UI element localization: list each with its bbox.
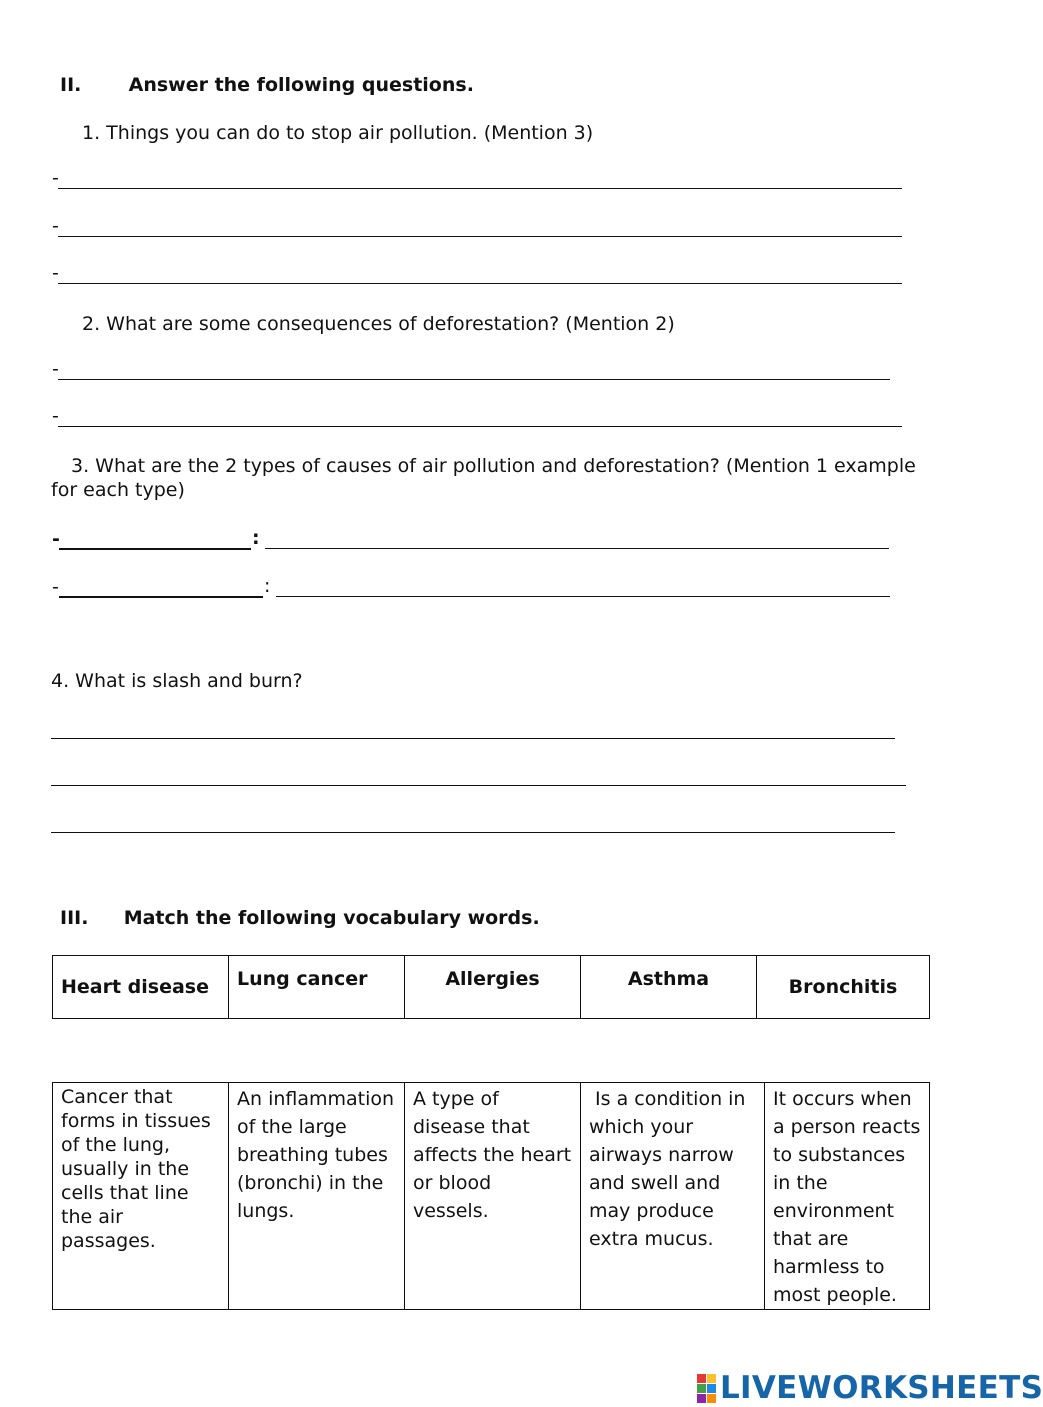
question-1: 1. Things you can do to stop air pollution. (Mention 3) [82, 122, 594, 144]
answer-dash: - [52, 528, 60, 550]
terms-table [52, 955, 930, 1019]
definition-cell[interactable]: Is a condition in which your airways narrow and swell and may produce extra mucus. [581, 1083, 765, 1310]
answer-line-4b[interactable] [51, 785, 906, 786]
logo-block [697, 1374, 706, 1383]
logo-block [697, 1394, 706, 1403]
section-3-number: III. [60, 907, 89, 929]
answer-dash: - [52, 358, 59, 380]
brand-name: LIVEWORKSHEETS [720, 1370, 1043, 1406]
term-cell[interactable]: Heart disease [53, 956, 229, 1019]
question-4: 4. What is slash and burn? [51, 670, 303, 692]
logo-block [707, 1374, 716, 1383]
definition-cell[interactable]: It occurs when a person reacts to substances in the environment that are harmless to most people. [765, 1083, 930, 1310]
section-3-heading [60, 907, 540, 929]
answer-line-1a[interactable] [58, 188, 902, 189]
answer-line-1b[interactable] [58, 236, 902, 237]
cause-type-line-1[interactable] [59, 548, 251, 550]
answer-line-4a[interactable] [51, 738, 895, 739]
question-3: 3. What are the 2 types of causes of air pollution and deforestation? (Mention 1 example for each type) [51, 455, 916, 501]
cause-type-line-2[interactable] [59, 596, 263, 598]
section-3-title: Match the following vocabulary words. [123, 907, 540, 929]
section-2-title: Answer the following questions. [128, 74, 474, 96]
answer-dash: - [52, 167, 59, 189]
answer-line-2b[interactable] [58, 426, 902, 427]
answer-dash: - [52, 405, 59, 427]
cause-example-line-1[interactable] [265, 548, 889, 549]
logo-block [697, 1384, 706, 1393]
answer-dash: - [52, 262, 59, 284]
brand-blocks-icon [697, 1374, 716, 1403]
answer-line-2a[interactable] [58, 379, 890, 380]
section-2-heading [60, 74, 474, 96]
logo-block [707, 1394, 716, 1403]
logo-block [707, 1384, 716, 1393]
definition-cell[interactable]: Cancer that forms in tissues of the lung, usually in the cells that line the air passages. [53, 1083, 229, 1310]
answer-dash: - [52, 576, 59, 598]
definitions-table [52, 1082, 930, 1310]
answer-dash: - [52, 215, 59, 237]
definition-cell[interactable]: A type of disease that affects the heart or blood vessels. [405, 1083, 581, 1310]
term-cell[interactable]: Allergies [405, 956, 581, 1019]
term-cell[interactable]: Asthma [581, 956, 757, 1019]
answer-colon: : [264, 575, 271, 597]
answer-line-1c[interactable] [58, 283, 902, 284]
term-cell[interactable]: Lung cancer [229, 956, 405, 1019]
answer-colon: : [252, 527, 260, 549]
section-2-number: II. [60, 74, 82, 96]
cause-example-line-2[interactable] [276, 596, 890, 597]
question-2: 2. What are some consequences of deforestation? (Mention 2) [82, 313, 675, 335]
liveworksheets-logo [697, 1370, 1043, 1406]
answer-line-4c[interactable] [51, 832, 895, 833]
term-cell[interactable]: Bronchitis [757, 956, 930, 1019]
definition-cell[interactable]: An inflammation of the large breathing tubes (bronchi) in the lungs. [229, 1083, 405, 1310]
